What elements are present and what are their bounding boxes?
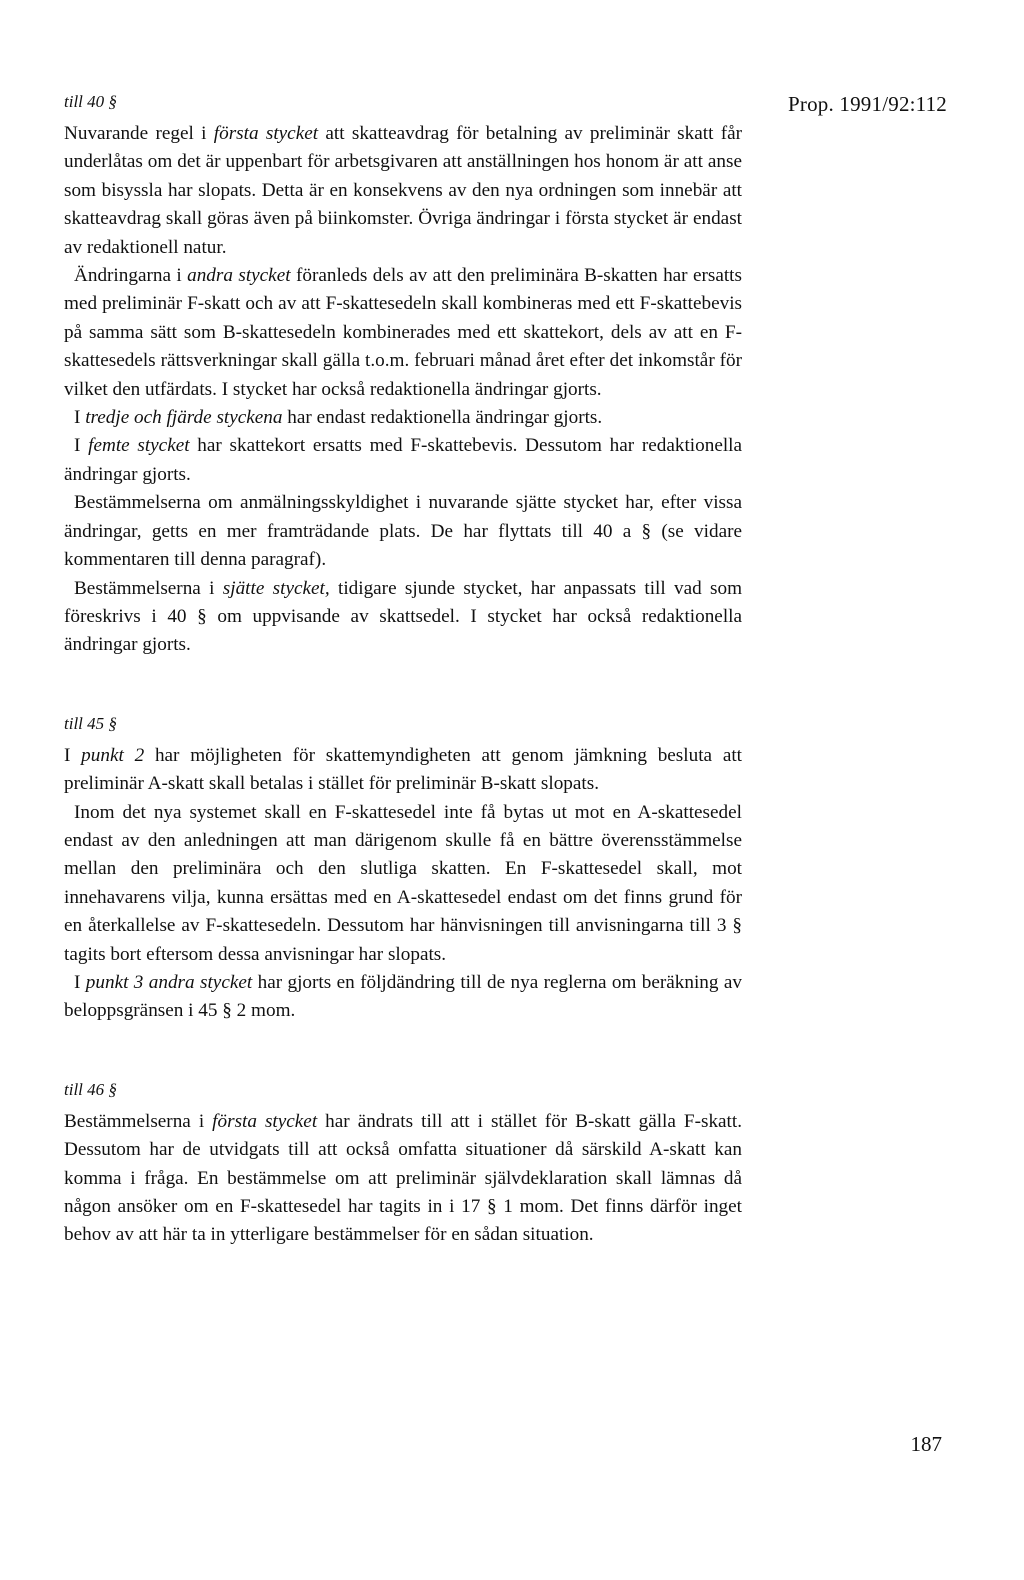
text-run: I xyxy=(74,407,86,429)
text-run: I xyxy=(64,744,82,766)
text-run: har ändrats till att i stället för B-skatt gälla F-skatt. Dessutom har de utvidgats till att också omfatta situationer då särskild A-skatt kan komma i fråga. En bestämmelse om att preliminär självdeklaration skall lämnas då någon ansöker om en F-skattesedel har tagits in i 17 § 1 mom. Det finns därför inget behov av att här ta in ytterligare bestämmelser för en sådan situation. xyxy=(64,1110,743,1246)
paragraph xyxy=(64,1108,742,1250)
paragraph xyxy=(64,262,742,404)
proposition-reference: Prop. 1991/92:112 xyxy=(788,92,947,116)
paragraph xyxy=(64,799,742,969)
section-heading: till 40 § xyxy=(64,92,117,111)
text-run: I xyxy=(74,971,86,993)
section-heading: till 46 § xyxy=(64,1079,117,1099)
text-run: I xyxy=(74,435,89,457)
emphasized-text: tredje och fjärde styckena xyxy=(85,407,283,429)
text-run: Bestämmelserna i xyxy=(64,1110,213,1132)
text-run: har skattekort ersatts med F-skattebevis. Dessutom har redaktionella ändringar gjorts. xyxy=(64,435,743,485)
paragraph xyxy=(64,432,742,489)
emphasized-text: första stycket xyxy=(213,123,319,144)
emphasized-text: punkt 3 andra stycket xyxy=(85,971,253,993)
text-run: Nuvarande regel i xyxy=(64,123,214,144)
emphasized-text: första stycket xyxy=(212,1110,318,1132)
text-run: har gjorts en följdändring till de nya reglerna om beräkning av beloppsgränsen i 45 § 2 mom. xyxy=(64,971,742,1022)
text-run: Ändringarna i xyxy=(74,265,188,287)
text-run: Inom det nya systemet skall en F-skattesedel inte få bytas ut mot en A-skattesedel endast av den anledningen att man därigenom skulle få en bättre överensstämmelse mellan den preliminära och den slutliga skatten. En F-skattesedel skall, mot innehavarens vilja, kunna ersättas med en A-skattesedel endast om det finns grund för en återkallelse av F-skattesedeln. Dessutom har hänvisningen till anvisningarna till 3 § tagits bort eftersom dessa anvisningar har slopats. xyxy=(64,801,742,965)
paragraph xyxy=(64,575,742,660)
section xyxy=(64,84,742,660)
paragraph xyxy=(64,489,742,574)
emphasized-text: andra stycket xyxy=(187,265,291,287)
text-run: har endast redaktionella ändringar gjorts. xyxy=(282,407,603,429)
text-run: föranleds dels av att den preliminära B-skatten har ersatts med preliminär F-skatt och av att F-skattesedeln skall kombineras med ett F-skattebevis på samma sätt som B-skattesedeln kombinerades med ett skattekort, dels av att en F-skattesedels rättsverkningar skall gälla t.o.m. februari månad året efter det inkomstår för vilket den utfärdats. I stycket har också redaktionella ändringar gjorts. xyxy=(64,265,742,400)
section-heading: till 45 § xyxy=(64,713,117,733)
emphasized-text: femte stycket xyxy=(88,435,190,457)
paragraph xyxy=(64,742,742,799)
paragraph xyxy=(64,404,742,432)
section xyxy=(64,1072,742,1250)
text-run: att skatteavdrag för betalning av preliminär skatt får underlåtas om det är uppenbart för arbetsgivaren att anställningen hos honom är att anse som bisyssla har slopats. Detta är en konsekvens av den nya ordningen som innebär att skatteavdrag skall göras även på biinkomster. Övriga ändringar i första stycket är endast av redaktionell natur. xyxy=(64,123,742,258)
emphasized-text: sjätte stycket, xyxy=(222,577,330,599)
body-text xyxy=(64,84,742,1250)
paragraph xyxy=(64,969,742,1026)
page-number: 187 xyxy=(910,1432,942,1456)
text-run: Bestämmelserna om anmälningsskyldighet i nuvarande sjätte stycket har, efter vissa ändringar, getts en mer framträdande plats. De har flyttats till 40 a § (se vidare kommentaren till denna paragraf). xyxy=(64,492,742,571)
text-run: Bestämmelserna i xyxy=(74,577,223,599)
text-run: har möjligheten för skattemyndigheten att genom jämkning besluta att preliminär A-skatt skall betalas i stället för preliminär B-skatt slopats. xyxy=(64,744,742,795)
paragraph xyxy=(64,120,742,262)
section xyxy=(64,706,742,1026)
text-run: tidigare sjunde stycket, har anpassats till vad som föreskrivs i 40 § om uppvisande av skattsedel. I stycket har också redaktionella ändringar gjorts. xyxy=(64,577,743,656)
emphasized-text: punkt 2 xyxy=(81,744,145,766)
